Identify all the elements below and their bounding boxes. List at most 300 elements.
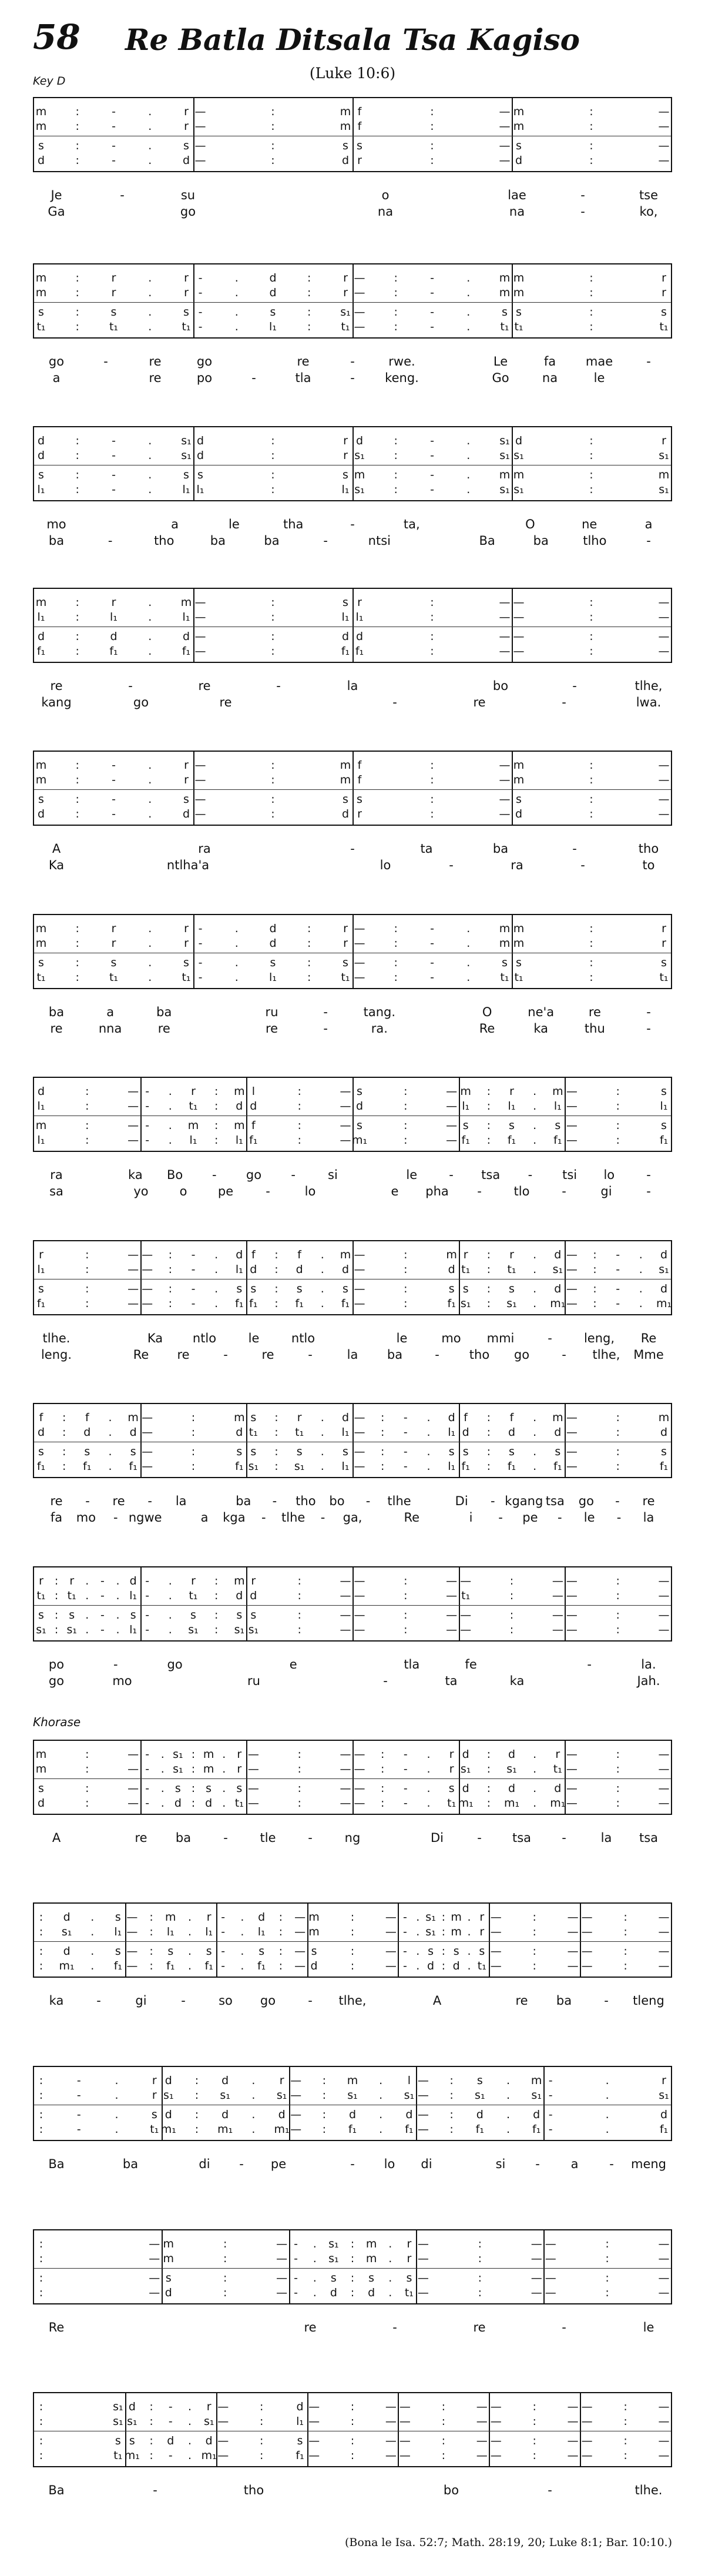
sol-fa-note: s — [206, 1782, 212, 1795]
sol-fa-note: . — [234, 306, 239, 319]
sol-fa-note: d — [250, 1589, 257, 1602]
lyric-syllable: re — [642, 1494, 655, 1508]
sol-fa-note: r — [111, 272, 116, 284]
voice-part — [34, 2448, 671, 2463]
sol-fa-note: d — [37, 154, 45, 167]
sol-fa-note: — — [581, 2449, 593, 2462]
sol-fa-note: — — [194, 120, 206, 133]
sol-fa-note: — — [354, 1411, 365, 1424]
sol-fa-note: : — [75, 105, 79, 118]
lyric-syllable: - — [490, 1494, 495, 1508]
sol-fa-note: . — [234, 272, 239, 284]
lyric-syllable: keng. — [385, 371, 419, 385]
sol-fa-note: : — [297, 1609, 301, 1622]
sol-fa-note: . — [251, 2089, 256, 2102]
lyric-line — [33, 1492, 672, 1510]
sol-fa-note: s — [343, 793, 348, 806]
sol-fa-note: m — [513, 272, 525, 284]
sol-fa-note: . — [533, 1782, 537, 1795]
sol-fa-note: : — [168, 1263, 173, 1276]
music-system — [33, 914, 672, 1036]
sol-fa-note: : — [274, 1411, 278, 1424]
sol-fa-note: m — [499, 468, 511, 481]
sol-fa-note: : — [532, 2415, 536, 2428]
lyric-syllable: - — [212, 1168, 217, 1182]
sol-fa-note: — — [658, 120, 670, 133]
sol-fa-note: : — [75, 154, 79, 167]
sol-fa-note: — — [499, 154, 511, 167]
sol-fa-note: s — [190, 1609, 196, 1622]
voice-part — [34, 2107, 671, 2122]
sol-fa-note: . — [187, 2449, 192, 2462]
sol-fa-note: — — [194, 139, 206, 152]
sol-fa-note: - — [294, 2237, 298, 2250]
sol-fa-note: . — [234, 937, 239, 950]
sol-fa-note: r — [449, 1748, 454, 1761]
sol-fa-note: d — [515, 154, 523, 167]
sol-fa-note: s₁ — [499, 483, 510, 496]
sol-fa-note: : — [404, 1282, 408, 1295]
lyric-syllable: re — [198, 679, 211, 693]
sol-fa-note: r — [407, 2252, 412, 2265]
sol-fa-note: - — [430, 320, 434, 333]
sol-fa-note: m — [35, 773, 47, 786]
sol-fa-note: : — [350, 2449, 355, 2462]
voice-part — [34, 936, 671, 951]
sol-fa-note: m₁ — [458, 1797, 474, 1810]
voice-part — [34, 2122, 671, 2137]
sol-fa-note: . — [234, 956, 239, 969]
sol-fa-note: r — [39, 1575, 43, 1587]
sol-fa-note: . — [533, 1282, 537, 1295]
sol-fa-note: s₁ — [234, 1623, 245, 1636]
sol-fa-note: — — [658, 759, 670, 772]
sol-fa-note: s₁ — [294, 1460, 305, 1473]
lyric-syllable: mae — [585, 354, 613, 369]
sol-fa-note: : — [441, 2434, 446, 2447]
sol-fa-note: - — [112, 793, 116, 806]
sol-fa-note: : — [75, 434, 79, 447]
sol-fa-note: : — [430, 793, 434, 806]
lyric-line — [33, 2155, 672, 2173]
sol-fa-note: — — [545, 2252, 556, 2265]
lyric-syllable: lae — [508, 188, 526, 202]
sol-fa-note: s — [343, 1445, 348, 1458]
sol-fa-note: . — [320, 1411, 324, 1424]
sol-fa-note: m — [35, 937, 47, 950]
sol-fa-note: - — [145, 1134, 150, 1147]
lyric-syllable: pe — [217, 1184, 234, 1198]
sol-fa-note: : — [616, 1085, 620, 1098]
sol-fa-note: m — [234, 1085, 245, 1098]
lyric-syllable: sa — [49, 1184, 63, 1198]
sol-fa-note: — — [354, 306, 365, 319]
lyric-line — [33, 1003, 672, 1021]
sol-fa-note: — — [658, 2237, 670, 2250]
sol-fa-note: : — [430, 808, 434, 820]
sol-fa-note: : — [39, 2272, 43, 2284]
sol-fa-note: — — [545, 2286, 556, 2299]
sol-fa-note: — — [531, 2286, 542, 2299]
sol-fa-note: : — [380, 1411, 385, 1424]
sol-fa-note: s — [311, 1945, 317, 1958]
sol-fa-note: f₁ — [405, 2123, 414, 2136]
sol-fa-note: : — [589, 922, 593, 935]
sol-fa-note: l — [251, 1085, 255, 1098]
sol-fa-note: : — [486, 1445, 491, 1458]
lyric-syllable: re — [50, 1494, 63, 1508]
sol-fa-note: m — [531, 2074, 542, 2087]
sol-fa-note: f₁ — [341, 1297, 350, 1310]
sol-fa-note: — — [581, 2415, 593, 2428]
sol-fa-note: t₁ — [182, 320, 191, 333]
sol-fa-note: : — [259, 2434, 264, 2447]
sol-fa-note: — — [308, 2434, 320, 2447]
sol-fa-note: — — [217, 2434, 229, 2447]
lyric-syllable: go — [246, 1168, 262, 1182]
sol-fa-note: — — [476, 2434, 488, 2447]
sol-fa-note: . — [214, 1248, 219, 1261]
sol-fa-note: r — [509, 1248, 514, 1261]
sol-fa-note: : — [589, 611, 593, 624]
sol-fa-note: . — [108, 1411, 112, 1424]
sol-fa-note: m — [35, 120, 47, 133]
sol-fa-note: t₁ — [461, 1263, 471, 1276]
sol-fa-note: - — [403, 1748, 408, 1761]
sol-fa-note: : — [274, 1445, 278, 1458]
sol-fa-note: : — [404, 1609, 408, 1622]
voice-part — [34, 270, 671, 286]
sol-fa-note: r — [662, 922, 666, 935]
sol-fa-note: r — [357, 596, 362, 609]
lyric-syllable: ba — [122, 2157, 139, 2171]
sol-fa-note: : — [214, 1609, 219, 1622]
lyric-syllable: re — [112, 1494, 125, 1508]
sol-fa-note: — — [567, 2449, 579, 2462]
lyric-syllable: - — [323, 534, 328, 548]
sol-fa-note: - — [168, 2449, 173, 2462]
sol-fa-staff — [33, 1240, 672, 1315]
sol-fa-note: . — [639, 1248, 643, 1261]
voice-part — [34, 1607, 671, 1623]
lyric-syllable: tha — [283, 517, 304, 531]
sol-fa-note: s — [428, 1945, 434, 1958]
sol-fa-note: d — [278, 2108, 286, 2121]
sol-fa-note: r — [206, 1911, 212, 1924]
lyric-syllable: Le — [493, 354, 508, 369]
sol-fa-note: . — [466, 483, 471, 496]
sol-fa-note: — — [194, 645, 206, 658]
sol-fa-note: d — [236, 1100, 243, 1113]
sol-fa-note: s — [368, 2272, 375, 2284]
sol-fa-note: : — [532, 1945, 536, 1958]
lyric-syllable: - — [477, 1184, 482, 1198]
sol-fa-note: : — [589, 306, 593, 319]
lyric-syllable: ntlo — [192, 1331, 217, 1345]
voice-part — [34, 1761, 671, 1777]
sol-fa-note: s₁ — [248, 1623, 259, 1636]
lyric-syllable: - — [350, 354, 355, 369]
sol-fa-staff — [33, 914, 672, 989]
sol-fa-note: . — [234, 971, 239, 984]
lyric-syllable: - — [350, 2157, 355, 2171]
sol-fa-note: - — [112, 759, 116, 772]
lyric-syllable: ru — [247, 1674, 260, 1688]
sol-fa-note: : — [589, 120, 593, 133]
sol-fa-note: . — [416, 1925, 420, 1938]
sol-fa-note: t₁ — [553, 1763, 562, 1776]
voice-part — [34, 792, 671, 807]
sol-fa-note: : — [430, 773, 434, 786]
voice-part — [34, 1098, 671, 1114]
lyric-syllable: - — [548, 2483, 552, 2497]
lyric-syllable: - — [239, 2157, 244, 2171]
sol-fa-note: - — [145, 1609, 150, 1622]
sol-fa-note: . — [379, 2108, 383, 2121]
sol-fa-note: : — [350, 2272, 355, 2284]
sol-fa-note: d — [37, 1426, 45, 1439]
lyric-syllable: - — [261, 1510, 266, 1525]
sol-fa-note: : — [616, 1460, 620, 1473]
sol-fa-note: — — [499, 645, 511, 658]
sol-fa-note: — — [340, 1100, 351, 1113]
music-system — [33, 426, 672, 548]
sol-fa-note: s₁ — [531, 2089, 542, 2102]
sol-fa-note: : — [278, 1911, 283, 1924]
music-system — [33, 1902, 672, 2025]
sol-fa-note: — — [566, 1589, 578, 1602]
sol-fa-note: - — [294, 2286, 298, 2299]
music-system — [33, 263, 672, 386]
sol-fa-note: — — [354, 1609, 365, 1622]
sol-fa-note: : — [486, 1134, 491, 1147]
sol-fa-note: s — [661, 956, 667, 969]
lyric-syllable: tlhe, — [592, 1348, 620, 1362]
sol-fa-note: . — [251, 2123, 256, 2136]
sol-fa-note: : — [85, 1248, 89, 1261]
sol-fa-note: : — [214, 1119, 219, 1132]
sol-fa-note: s — [69, 1609, 75, 1622]
lyric-syllable: Je — [51, 188, 62, 202]
sol-fa-note: : — [39, 1945, 43, 1958]
sol-fa-note: — — [566, 1460, 578, 1473]
lyric-syllable: la — [643, 1510, 654, 1525]
sol-fa-note: l₁ — [129, 1589, 137, 1602]
lyric-syllable: - — [291, 1168, 296, 1182]
sol-fa-note: t₁ — [36, 1589, 46, 1602]
voice-part — [34, 955, 671, 970]
sol-fa-note: - — [403, 1782, 408, 1795]
sol-fa-note: — — [581, 1945, 593, 1958]
sol-fa-note: d — [63, 1945, 70, 1958]
lyric-syllable: re — [473, 695, 486, 709]
sol-fa-note: . — [320, 1263, 324, 1276]
sol-fa-note: — — [545, 2237, 556, 2250]
voice-part — [34, 806, 671, 822]
lyric-syllable: o — [179, 1184, 187, 1198]
lyric-syllable: a — [200, 1510, 209, 1525]
sol-fa-note: — — [566, 1623, 578, 1636]
sol-fa-note: — — [340, 1748, 351, 1761]
voice-part — [34, 970, 671, 985]
sol-fa-note: t₁ — [341, 971, 350, 984]
voice-part — [34, 629, 671, 644]
lyric-syllable: ba — [264, 534, 280, 548]
voice-part — [34, 2399, 671, 2414]
sol-fa-note: — — [566, 1426, 578, 1439]
sol-fa-note: : — [223, 2237, 227, 2250]
lyric-syllable: la — [347, 1348, 358, 1362]
sol-fa-note: r — [111, 596, 116, 609]
sol-fa-note: : — [394, 468, 398, 481]
sol-fa-note: - — [402, 1911, 407, 1924]
sol-fa-note: : — [589, 105, 593, 118]
sol-fa-note: — — [385, 2434, 397, 2447]
sol-fa-note: . — [214, 1263, 219, 1276]
sol-fa-note: : — [380, 1748, 385, 1761]
sol-fa-note: — — [460, 1575, 472, 1587]
lyric-syllable: re — [261, 1348, 274, 1362]
lyric-syllable: bo — [443, 2483, 459, 2497]
sol-fa-note: d — [205, 2434, 213, 2447]
sol-fa-note: — — [294, 1925, 306, 1938]
sol-fa-note: — — [658, 1609, 670, 1622]
sol-fa-note: f₁ — [83, 1460, 92, 1473]
sol-fa-note: — — [490, 1925, 502, 1938]
sol-fa-note: : — [271, 611, 275, 624]
sol-fa-note: : — [214, 1575, 219, 1587]
sol-fa-note: t₁ — [36, 971, 46, 984]
sol-fa-note: m — [35, 105, 47, 118]
sol-fa-note: f₁ — [507, 1460, 516, 1473]
sol-fa-note: m — [127, 1411, 139, 1424]
sol-fa-note: - — [221, 1925, 226, 1938]
sol-fa-note: — — [566, 1085, 578, 1098]
sol-fa-note: : — [509, 1575, 514, 1587]
sol-fa-note: : — [39, 2237, 43, 2250]
sol-fa-note: l₁ — [235, 1134, 243, 1147]
sol-fa-note: m — [552, 1085, 563, 1098]
lyric-syllable: na — [509, 205, 525, 219]
voice-part — [34, 153, 671, 168]
sol-fa-note: — — [658, 139, 670, 152]
sol-fa-note: - — [198, 286, 203, 299]
sol-fa-note: . — [148, 120, 152, 133]
sol-fa-note: . — [160, 1797, 164, 1810]
lyric-syllable: - — [113, 1510, 118, 1525]
sol-fa-note: d — [448, 1411, 455, 1424]
sol-fa-note: s — [462, 1119, 469, 1132]
lyric-syllable: - — [320, 1510, 325, 1525]
sol-fa-note: m — [308, 1911, 320, 1924]
sol-fa-note: . — [108, 1426, 112, 1439]
voice-part — [34, 1281, 671, 1297]
voice-part — [34, 2414, 671, 2429]
sol-fa-note: : — [394, 434, 398, 447]
sol-fa-note: : — [297, 1575, 301, 1587]
sol-fa-note: : — [486, 1748, 491, 1761]
lyric-syllable: di — [199, 2157, 210, 2171]
lyric-syllable: le — [643, 2320, 654, 2334]
sol-fa-note: s — [258, 1945, 265, 1958]
sol-fa-note: : — [149, 2415, 153, 2428]
lyric-line — [33, 1829, 672, 1847]
sol-fa-note: . — [466, 937, 471, 950]
sol-fa-note: — — [194, 611, 206, 624]
lyric-syllable: tlho — [583, 534, 607, 548]
sol-fa-note: - — [403, 1426, 408, 1439]
sol-fa-note: d — [508, 1782, 516, 1795]
sol-fa-note: : — [271, 434, 275, 447]
sol-fa-note: d — [341, 630, 350, 643]
lyric-syllable: Re — [48, 2320, 65, 2334]
lyric-syllable: di — [421, 2157, 432, 2171]
sol-fa-note: s — [115, 1945, 121, 1958]
voice-part — [34, 448, 671, 463]
sol-fa-note: : — [214, 1085, 219, 1098]
sol-fa-note: . — [388, 2252, 392, 2265]
sol-fa-note: : — [75, 120, 79, 133]
voice-part — [34, 1944, 671, 1959]
sol-fa-note: r — [343, 272, 348, 284]
voice-part — [34, 1247, 671, 1262]
lyric-syllable: mo — [441, 1331, 461, 1345]
sol-fa-note: : — [486, 1282, 491, 1295]
sol-fa-note: : — [214, 1623, 219, 1636]
lyric-syllable: e — [391, 1184, 399, 1198]
sol-fa-note: : — [394, 483, 398, 496]
lyric-syllable: Jah. — [637, 1674, 660, 1688]
sol-fa-note: d — [448, 1263, 455, 1276]
lyric-syllable: re — [149, 354, 162, 369]
lyric-syllable: Ka — [48, 858, 65, 872]
sol-fa-note: : — [589, 483, 593, 496]
sol-fa-staff — [33, 588, 672, 663]
sol-fa-note: l₁ — [341, 1460, 350, 1473]
sol-fa-note: : — [274, 1460, 278, 1473]
sol-fa-note: s — [206, 1945, 212, 1958]
sol-fa-note: t₁ — [341, 320, 350, 333]
sol-fa-note: : — [616, 1411, 620, 1424]
sol-fa-note: : — [223, 2252, 227, 2265]
sol-fa-note: r — [237, 1748, 242, 1761]
sol-fa-note: m — [234, 1119, 245, 1132]
sol-fa-note: — — [417, 2286, 429, 2299]
sol-fa-note: . — [427, 1748, 431, 1761]
sol-fa-note: : — [297, 1134, 301, 1147]
sol-fa-note: . — [168, 1100, 172, 1113]
sol-fa-note: d — [660, 1426, 668, 1439]
lyric-syllable: go — [513, 1348, 530, 1362]
sol-fa-note: — — [247, 1748, 259, 1761]
lyric-syllable: fa — [543, 354, 556, 369]
sol-fa-note: m — [513, 105, 525, 118]
lyric-syllable: ra — [511, 858, 523, 872]
sol-fa-note: - — [430, 937, 434, 950]
sol-fa-note: — — [499, 105, 511, 118]
sol-fa-note: — — [340, 1589, 351, 1602]
sol-fa-note: s₁ — [475, 2089, 485, 2102]
sol-fa-note: — — [658, 793, 670, 806]
sol-fa-note: — — [385, 2415, 397, 2428]
sol-fa-note: - — [430, 922, 434, 935]
lyric-syllable: mo — [112, 1674, 132, 1688]
lyric-syllable: tho — [154, 534, 174, 548]
sol-fa-note: m — [499, 937, 511, 950]
sol-fa-note: : — [486, 1248, 491, 1261]
lyric-syllable: tlhe — [387, 1494, 411, 1508]
sol-fa-note: t₁ — [182, 971, 191, 984]
